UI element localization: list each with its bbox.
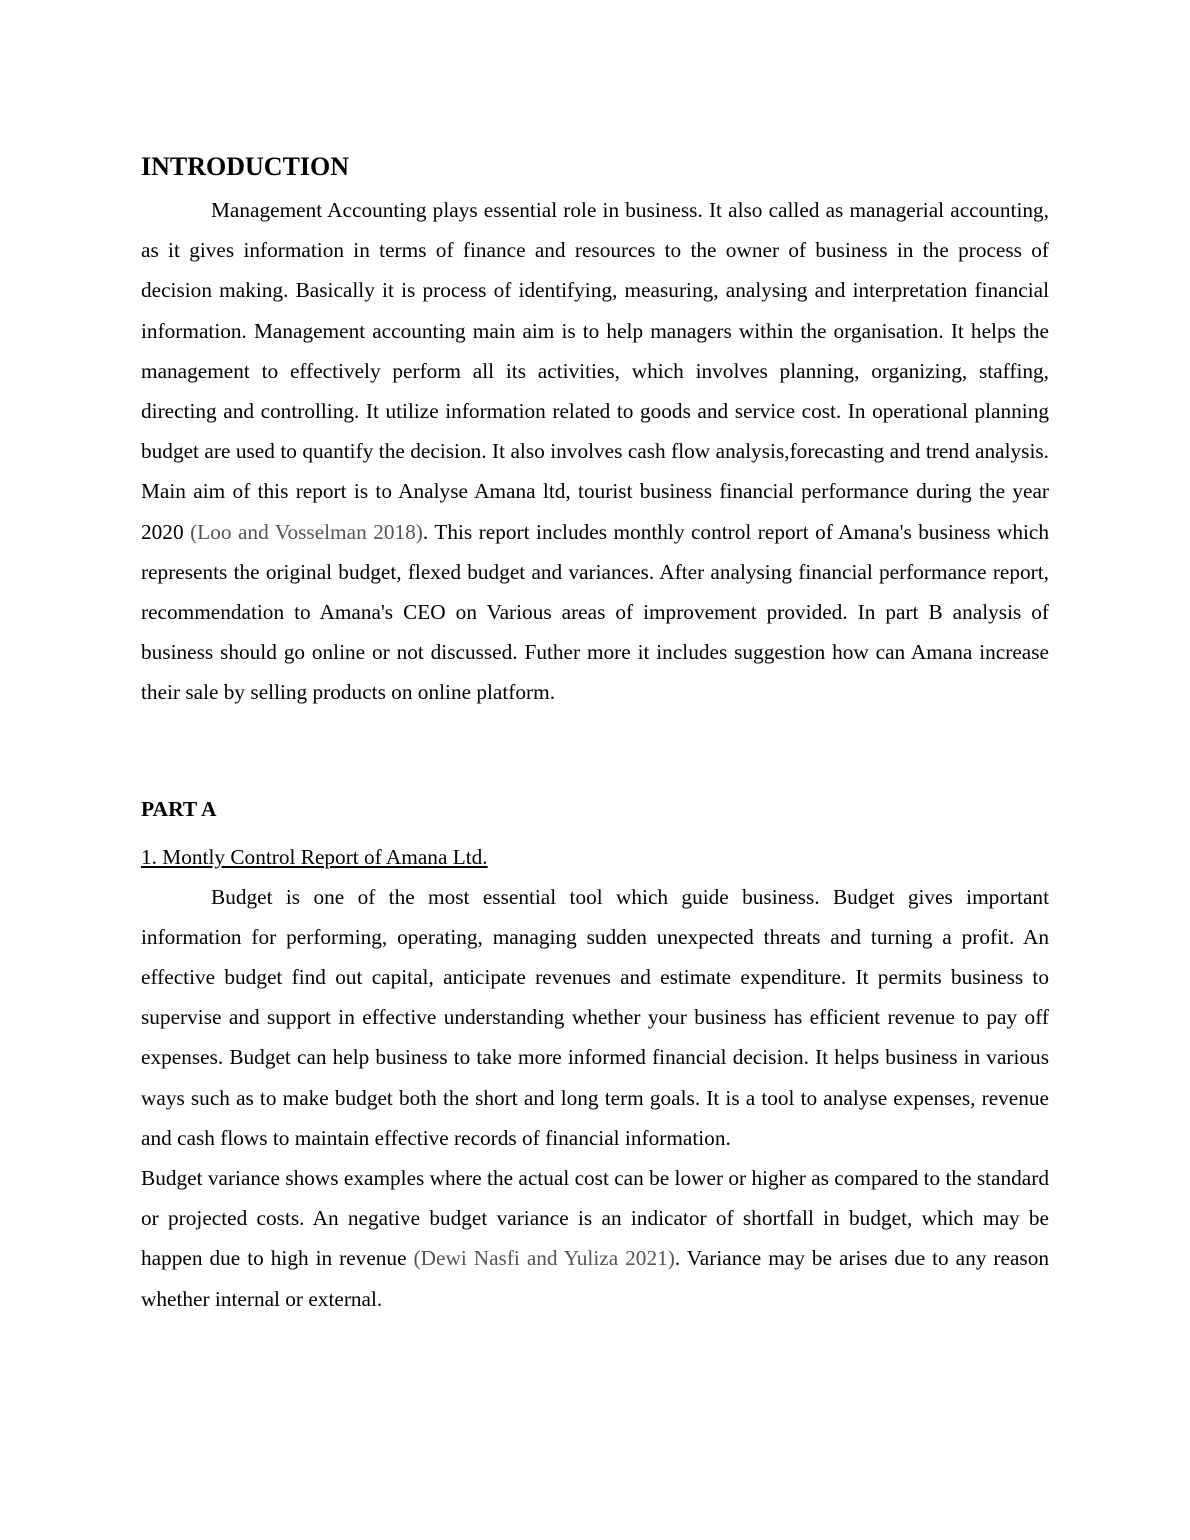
introduction-paragraph	[141, 190, 1049, 713]
budget-paragraph: Budget is one of the most essential tool which guide business. Budget gives important information for performing, operating, managing sudden unexpected threats and turning a profit. An effective budget find out capital, anticipate revenues and estimate expenditure. It permits business to supervise and support in effective understanding whether your business has efficient revenue to pay off expenses. Budget can help business to take more informed financial decision. It helps business in various ways such as to make budget both the short and long term goals. It is a tool to analyse expenses, revenue and cash flows to maintain effective records of financial information.	[141, 884, 1049, 1150]
intro-citation: (Loo and Vosselman 2018)	[190, 519, 423, 544]
part-a-heading: PART A	[141, 796, 217, 821]
variance-text-part-1: Budget variance shows examples where the actual cost can be lower or higher as compared to the standard or projected costs. An negative budget variance is an indicator of shortfall in budget, which may be happen due to high in revenue	[141, 1166, 1049, 1271]
intro-text-part-1: Management Accounting plays essential role in business. It also called as managerial accounting, as it gives information in terms of finance and resources to the owner of business in the process of decision making. Basically it is process of identifying, measuring, analysing and interpretation financial information. Management accounting main aim is to help managers within the organisation. It helps the management to effectively perform all its activities, which involves planning, organizing, staffing, directing and controlling. It utilize information related to goods and service cost. In operational planning budget are used to quantify the decision. It also involves cash flow analysis,forecasting and trend analysis. Main aim of this report is to Analyse Amana ltd, tourist business financial performance during the year 2020	[141, 198, 1049, 544]
intro-text-part-2: . This report includes monthly control report of Amana's business which represents the original budget, flexed budget and variances. After analysing financial performance report, recommendation to Amana's CEO on Various areas of improvement provided. In part B analysis of business should go online or not discussed. Futher more it includes suggestion how can Amana increase their sale by selling products on online platform.	[141, 519, 1049, 705]
document-page	[141, 150, 1049, 1319]
variance-paragraph	[141, 1158, 1049, 1319]
variance-citation: (Dewi Nasfi and Yuliza 2021)	[413, 1246, 675, 1271]
variance-text-part-2: . Variance may be arises due to any reason whether internal or external.	[141, 1246, 1049, 1311]
introduction-heading: INTRODUCTION	[141, 152, 350, 181]
control-report-subheading: 1. Montly Control Report of Amana Ltd.	[141, 844, 488, 869]
